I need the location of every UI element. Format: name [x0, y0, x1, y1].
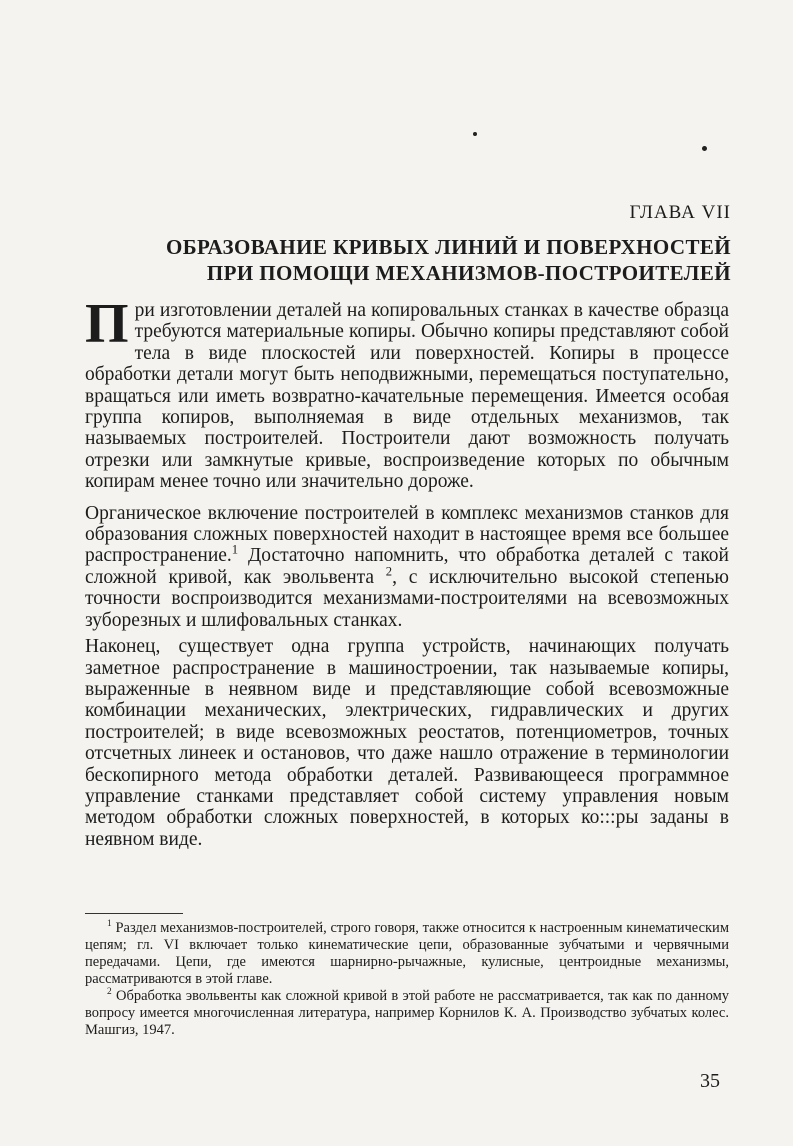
chapter-title-line: ОБРАЗОВАНИЕ КРИВЫХ ЛИНИЙ И ПОВЕРХНОСТЕЙ	[165, 235, 731, 259]
footnote-marker: 2	[107, 987, 112, 998]
paragraph-text: , с исключительно высокой степенью точности воспроизводится механизмами-построителями на всевозможных зуборезных и шлифовальных станках.	[85, 566, 729, 631]
paragraph-text: Достаточно напомнить, что обработка деталей с такой сложной кривой, как эвольвента	[85, 545, 729, 588]
paragraph	[85, 293, 729, 493]
paragraph-text: Наконец, существует одна группа устройств, начинающих получать заметное распространение в машиностроении, так называемые копиры, выраженные в неявном виде и представляющие собой всевозможные комбинации механических, электрических, гидравлических и других построителей; в виде всевозможных реостатов, потенциометров, точных отсчетных линеек и остановов, что даже нашло отражение в терминологии бескопирного метода обработки деталей. Развивающееся программное управление станками представляет собой систему управления новым методом обработки сложных поверхностей, в которых ко:::ры заданы в неявном виде.	[85, 636, 729, 850]
footnote-marker: 1	[107, 919, 112, 930]
page-number: 35	[700, 1070, 720, 1092]
footnotes	[85, 920, 729, 1039]
paragraph-text: ри изготовлении деталей на копировальных станках в качестве образца требуются материальные копиры. Обычно копиры представляют собой тела в виде плоскостей или поверхностей. Копиры в процессе обработки детали могут быть неподвижными, перемещаться поступательно, вращаться или иметь возвратно-качательные перемещения. Имеется особая группа копиров, выполняемая в виде отдельных механизмов, так называемых построителей. Построители дают возможность получать отрезки или замкнутые кривые, воспроизведение которых по обычным копирам менее точно или значительно дороже.	[85, 300, 729, 493]
footnote-text: Раздел механизмов-построителей, строго говоря, также относится к настроенным кинематическим цепям; гл. VI включает только кинематические цепи, образованные зубчатыми и червячными передачами. Цепи, где имеются шарнирно-рычажные, кулисные, центроидные механизмы, рассматриваются в этой главе.	[85, 920, 729, 987]
main-text	[85, 293, 729, 850]
paragraph	[85, 503, 729, 631]
footnote	[85, 920, 729, 988]
footnote-text: Обработка эвольвенты как сложной кривой в этой работе не рассматривается, так как по данному вопросу имеется многочисленная литература, например Корнилов К. А. Производство зубчатых колес. Машгиз, 1947.	[85, 988, 729, 1038]
chapter-title-line: ПРИ ПОМОЩИ МЕХАНИЗМОВ-ПОСТРОИТЕЛЕЙ	[206, 261, 731, 285]
footnote-ref: 1	[231, 542, 239, 557]
ink-speck	[473, 132, 477, 136]
paragraph-text: Органическое включение построителей в комплекс механизмов станков для образования сложных поверхностей находит в настоящее время все большее распространение.	[85, 502, 729, 567]
footnote	[85, 988, 729, 1039]
footnote-ref: 2	[385, 564, 393, 579]
footnote-divider	[85, 913, 183, 914]
chapter-label: ГЛАВА VII	[629, 202, 731, 223]
ink-speck	[702, 146, 707, 151]
paragraph	[85, 636, 729, 850]
drop-cap: П	[85, 293, 129, 355]
chapter-title	[60, 234, 731, 286]
